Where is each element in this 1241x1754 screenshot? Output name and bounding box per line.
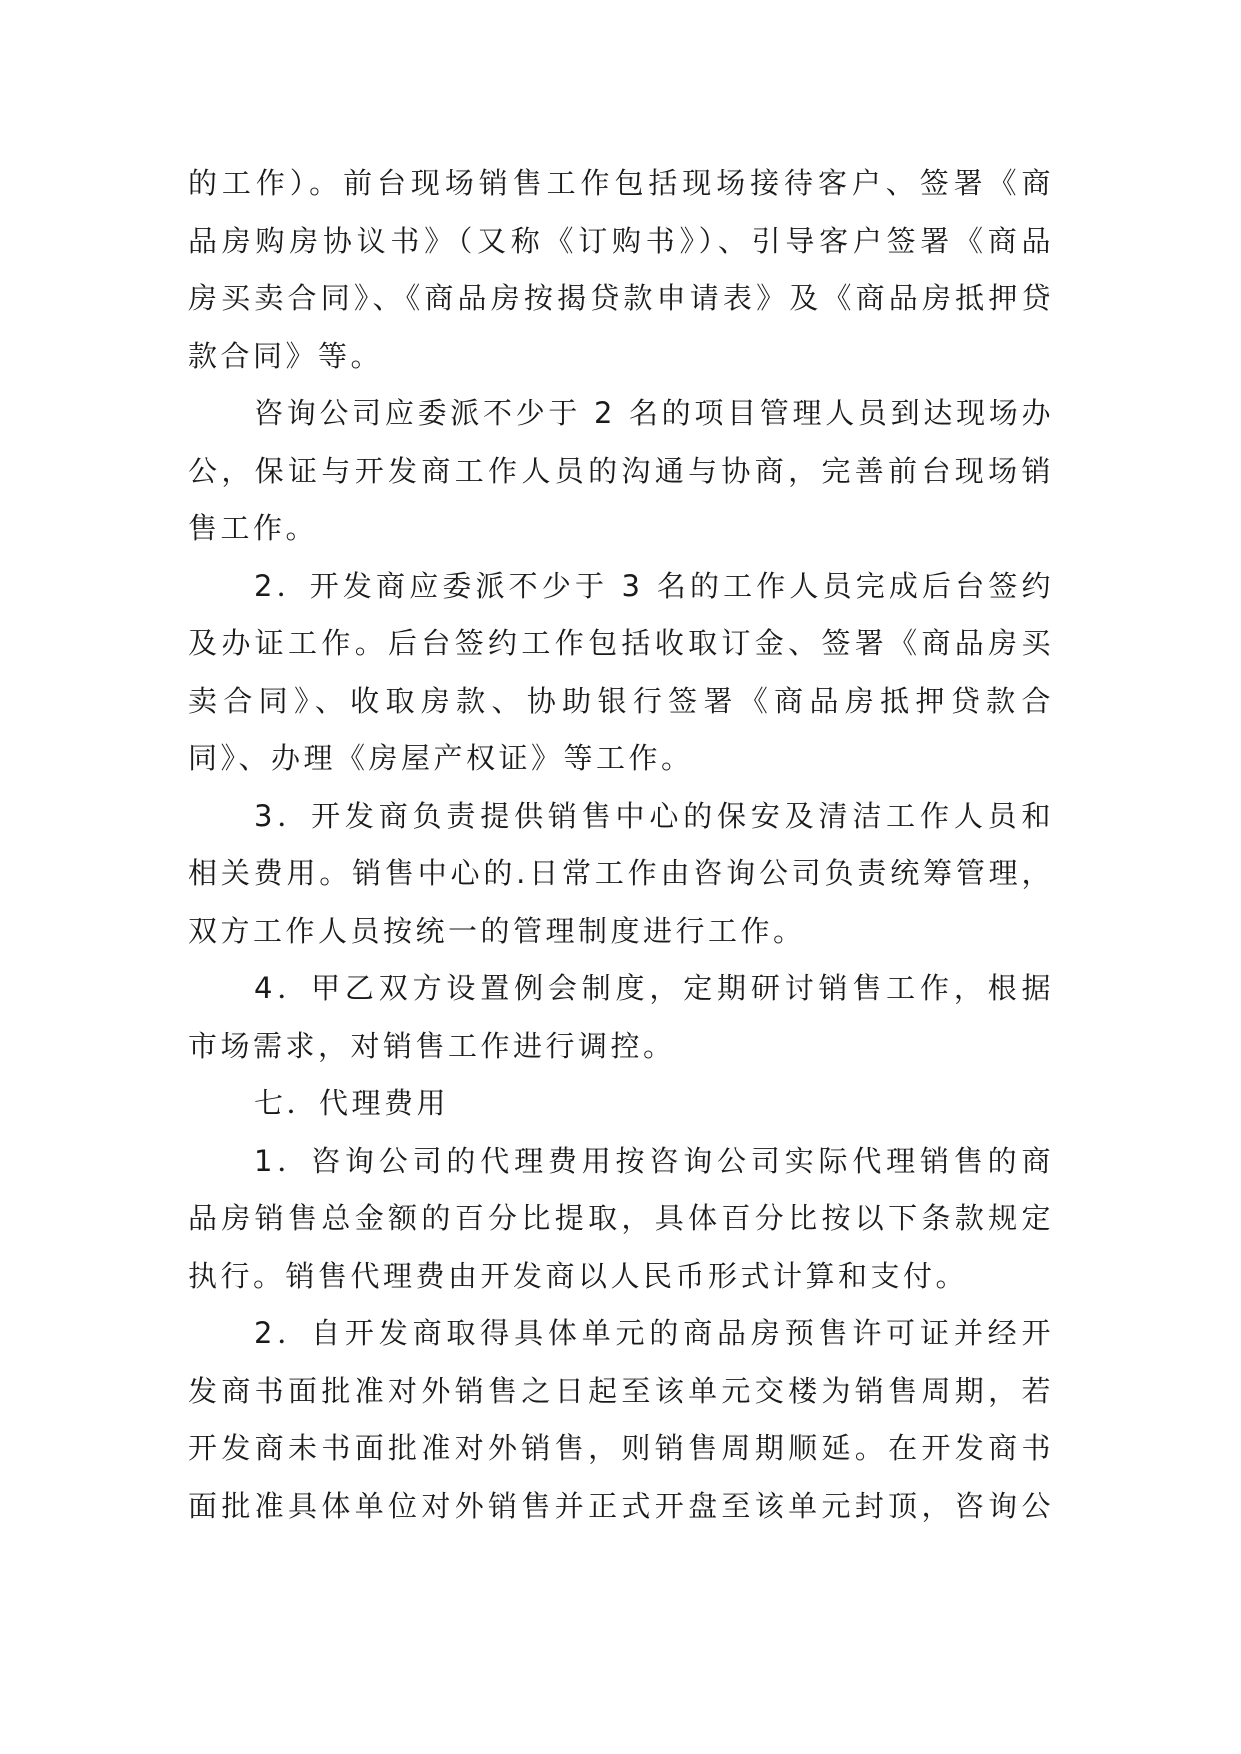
text-line: 1．咨询公司的代理费用按咨询公司实际代理销售的商 <box>254 1143 1054 1178</box>
text-line: 相关费用。销售中心的.日常工作由咨询公司负责统筹管理， <box>188 856 1054 890</box>
text-line: 公，保证与开发商工作人员的沟通与协商，完善前台现场销 <box>188 453 1054 488</box>
text-line: 市场需求，对销售工作进行调控。 <box>188 1028 676 1063</box>
text-line: 卖合同》、收取房款、协助银行签署《商品房抵押贷款合 <box>188 683 1054 718</box>
paragraph-p1 <box>188 155 1054 385</box>
text-line: 3．开发商负责提供销售中心的保安及清洁工作人员和 <box>254 798 1054 833</box>
paragraph-p3 <box>188 558 1054 788</box>
text-line: 执行。销售代理费由开发商以人民币形式计算和支付。 <box>188 1258 969 1293</box>
text-line: 七．代理费用 <box>254 1086 450 1120</box>
text-line: 同》、办理《房屋产权证》等工作。 <box>188 741 694 775</box>
text-line: 品房购房协议书》（又称《订购书》）、引导客户签署《商品 <box>188 223 1054 258</box>
paragraph-p2 <box>188 385 1054 558</box>
text-line: 开发商未书面批准对外销售，则销售周期顺延。在开发商书 <box>188 1431 1054 1465</box>
text-line: 4．甲乙双方设置例会制度，定期研讨销售工作，根据 <box>254 971 1054 1005</box>
paragraph-p6 <box>188 1075 1054 1133</box>
text-line: 款合同》等。 <box>188 338 384 373</box>
text-line: 品房销售总金额的百分比提取，具体百分比按以下条款规定 <box>188 1201 1054 1235</box>
text-line: 咨询公司应委派不少于 2 名的项目管理人员到达现场办 <box>254 396 1054 430</box>
paragraph-p5 <box>188 960 1054 1075</box>
text-line: 发商书面批准对外销售之日起至该单元交楼为销售周期，若 <box>188 1373 1054 1408</box>
text-line: 双方工作人员按统一的管理制度进行工作。 <box>188 913 806 948</box>
text-line: 2．开发商应委派不少于 3 名的工作人员完成后台签约 <box>254 568 1054 603</box>
text-line: 面批准具体单位对外销售并正式开盘至该单元封顶，咨询公 <box>188 1488 1054 1523</box>
text-line: 2．自开发商取得具体单元的商品房预售许可证并经开 <box>254 1316 1054 1350</box>
document-body <box>188 155 1054 1535</box>
text-line: 的工作）。前台现场销售工作包括现场接待客户、签署《商 <box>188 166 1054 200</box>
paragraph-p7 <box>188 1133 1054 1306</box>
text-line: 及办证工作。后台签约工作包括收取订金、签署《商品房买 <box>188 626 1054 660</box>
text-line: 房买卖合同》、《商品房按揭贷款申请表》及《商品房抵押贷 <box>188 281 1054 315</box>
text-line: 售工作。 <box>188 511 319 545</box>
paragraph-p8 <box>188 1305 1054 1535</box>
paragraph-p4 <box>188 788 1054 961</box>
